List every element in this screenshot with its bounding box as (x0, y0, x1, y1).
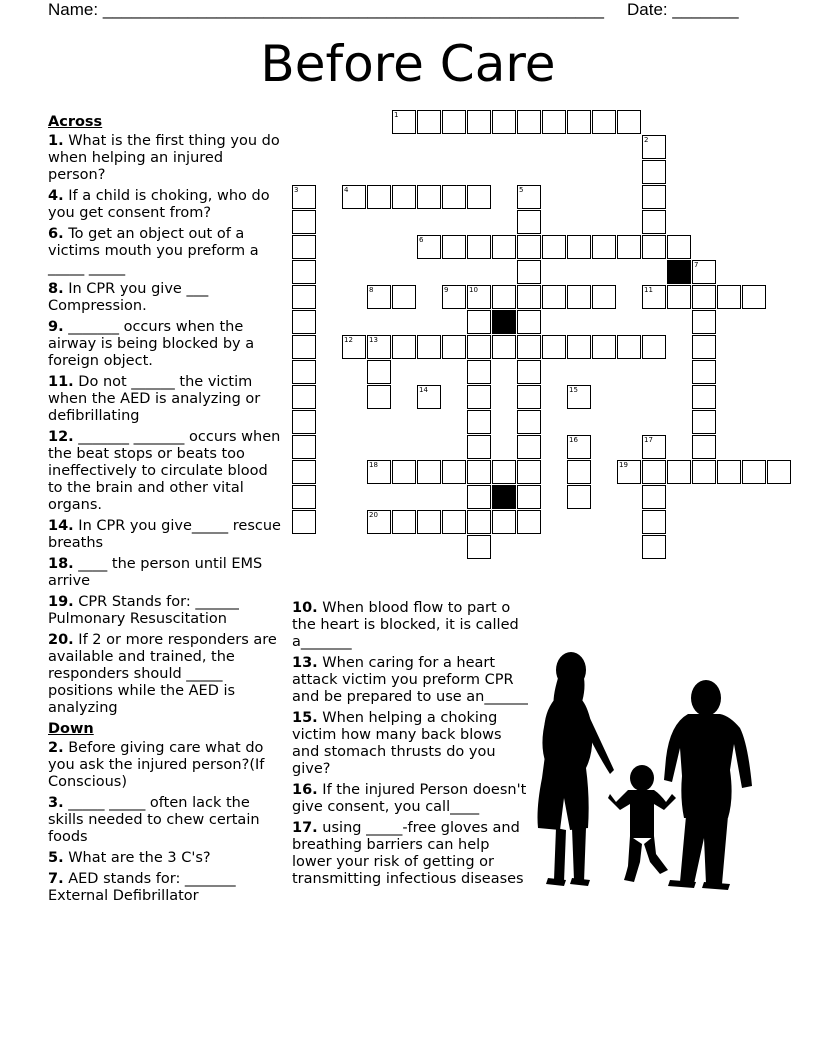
grid-cell[interactable] (292, 460, 316, 484)
down-clue (292, 820, 528, 888)
grid-cell[interactable] (442, 110, 466, 134)
grid-cell[interactable] (392, 185, 416, 209)
grid-number: 1 (394, 111, 399, 119)
grid-cell[interactable] (392, 460, 416, 484)
clue-number: 9. (48, 319, 64, 335)
grid-number: 20 (369, 511, 378, 519)
grid-cell[interactable] (492, 460, 516, 484)
grid-cell[interactable] (517, 210, 541, 234)
clue-number: 7. (48, 871, 64, 887)
grid-block (492, 310, 516, 334)
grid-cell[interactable] (292, 310, 316, 334)
grid-cell[interactable] (292, 435, 316, 459)
grid-cell[interactable] (567, 285, 591, 309)
grid-cell[interactable] (467, 460, 491, 484)
clues-right (292, 600, 528, 892)
clue-text: What are the 3 C's? (68, 850, 211, 866)
page-title: Before Care (260, 35, 556, 93)
grid-cell[interactable] (517, 435, 541, 459)
grid-cell[interactable] (517, 460, 541, 484)
grid-cell[interactable] (517, 260, 541, 284)
grid-cell[interactable] (717, 460, 741, 484)
grid-cell[interactable] (492, 335, 516, 359)
family-silhouette-image (530, 648, 770, 893)
grid-cell[interactable] (692, 285, 716, 309)
date-label: Date: (627, 0, 668, 19)
grid-number: 10 (469, 286, 478, 294)
grid-cell[interactable] (292, 485, 316, 509)
grid-number: 19 (619, 461, 628, 469)
clue-number: 18. (48, 556, 74, 572)
grid-cell[interactable] (567, 460, 591, 484)
grid-cell[interactable] (717, 285, 741, 309)
clue-text: If a child is choking, who do you get consent from? (48, 188, 270, 221)
grid-cell[interactable] (417, 385, 441, 409)
clue-text: Before giving care what do you ask the injured person?(If Conscious) (48, 740, 265, 790)
clue-number: 16. (292, 782, 318, 798)
grid-cell[interactable] (567, 235, 591, 259)
grid-cell[interactable] (492, 510, 516, 534)
grid-number: 9 (444, 286, 449, 294)
grid-number: 14 (419, 386, 428, 394)
grid-cell[interactable] (567, 385, 591, 409)
across-clue (48, 281, 284, 315)
grid-cell[interactable] (692, 260, 716, 284)
grid-cell[interactable] (517, 310, 541, 334)
grid-cell[interactable] (642, 210, 666, 234)
grid-cell[interactable] (417, 510, 441, 534)
clue-text: AED stands for: _______ External Defibrillator (48, 871, 236, 904)
across-clue (48, 556, 284, 590)
clue-text: CPR Stands for: ______ Pulmonary Resuscitation (48, 594, 239, 627)
grid-cell[interactable] (292, 360, 316, 384)
grid-cell[interactable] (567, 435, 591, 459)
grid-cell[interactable] (392, 110, 416, 134)
grid-cell[interactable] (467, 510, 491, 534)
down-clue (292, 710, 528, 778)
grid-cell[interactable] (742, 285, 766, 309)
grid-cell[interactable] (467, 235, 491, 259)
grid-number: 15 (569, 386, 578, 394)
clue-text: If 2 or more responders are available and trained, the responders should _____ positions while the AED is analyzing (48, 632, 277, 716)
grid-cell[interactable] (467, 535, 491, 559)
grid-cell[interactable] (367, 360, 391, 384)
down-clue (292, 782, 528, 816)
grid-cell[interactable] (417, 110, 441, 134)
grid-cell[interactable] (592, 335, 616, 359)
grid-cell[interactable] (692, 335, 716, 359)
clue-number: 1. (48, 133, 64, 149)
grid-cell[interactable] (467, 285, 491, 309)
grid-cell[interactable] (517, 110, 541, 134)
down-list-right (292, 600, 528, 888)
grid-number: 6 (419, 236, 424, 244)
across-clue (48, 226, 284, 277)
grid-cell[interactable] (517, 185, 541, 209)
grid-number: 5 (519, 186, 524, 194)
grid-cell[interactable] (642, 335, 666, 359)
grid-cell[interactable] (517, 335, 541, 359)
grid-cell[interactable] (542, 285, 566, 309)
clue-number: 20. (48, 632, 74, 648)
grid-number: 4 (344, 186, 349, 194)
grid-number: 17 (644, 436, 653, 444)
clue-number: 11. (48, 374, 74, 390)
clue-number: 12. (48, 429, 74, 445)
date-blank[interactable]: _______ (672, 0, 739, 19)
name-label: Name: (48, 0, 99, 19)
clue-number: 13. (292, 655, 318, 671)
grid-cell[interactable] (467, 310, 491, 334)
across-clue (48, 319, 284, 370)
grid-cell[interactable] (567, 485, 591, 509)
grid-cell[interactable] (692, 310, 716, 334)
grid-cell[interactable] (492, 285, 516, 309)
clue-text: _____ _____ often lack the skills needed to chew certain foods (48, 795, 260, 845)
clue-number: 6. (48, 226, 64, 242)
grid-cell[interactable] (467, 435, 491, 459)
grid-cell[interactable] (467, 410, 491, 434)
grid-cell[interactable] (342, 185, 366, 209)
clue-text: ____ the person until EMS arrive (48, 556, 263, 589)
grid-cell[interactable] (692, 435, 716, 459)
clue-number: 8. (48, 281, 64, 297)
grid-cell[interactable] (542, 235, 566, 259)
down-clue (48, 795, 284, 846)
grid-cell[interactable] (467, 360, 491, 384)
grid-cell[interactable] (692, 385, 716, 409)
grid-cell[interactable] (592, 285, 616, 309)
grid-cell[interactable] (392, 285, 416, 309)
grid-cell[interactable] (467, 110, 491, 134)
grid-cell[interactable] (292, 210, 316, 234)
grid-cell[interactable] (592, 110, 616, 134)
grid-cell[interactable] (517, 485, 541, 509)
grid-cell[interactable] (392, 335, 416, 359)
grid-cell[interactable] (642, 535, 666, 559)
grid-cell[interactable] (667, 235, 691, 259)
clue-text: What is the first thing you do when helping an injured person? (48, 133, 280, 183)
grid-cell[interactable] (517, 510, 541, 534)
grid-cell[interactable] (367, 385, 391, 409)
grid-cell[interactable] (667, 460, 691, 484)
down-heading: Down (48, 721, 94, 737)
grid-cell[interactable] (517, 410, 541, 434)
clue-number: 3. (48, 795, 64, 811)
grid-cell[interactable] (292, 410, 316, 434)
grid-cell[interactable] (367, 510, 391, 534)
clue-number: 15. (292, 710, 318, 726)
grid-cell[interactable] (567, 335, 591, 359)
grid-cell[interactable] (617, 335, 641, 359)
grid-cell[interactable] (367, 285, 391, 309)
grid-cell[interactable] (742, 460, 766, 484)
grid-cell[interactable] (692, 360, 716, 384)
grid-cell[interactable] (442, 285, 466, 309)
grid-cell[interactable] (642, 235, 666, 259)
grid-cell[interactable] (442, 235, 466, 259)
grid-cell[interactable] (642, 135, 666, 159)
down-clue (48, 850, 284, 867)
across-clue (48, 188, 284, 222)
grid-cell[interactable] (367, 185, 391, 209)
grid-cell[interactable] (442, 185, 466, 209)
grid-cell[interactable] (642, 435, 666, 459)
name-blank[interactable]: _____________________________________________________ (102, 0, 604, 19)
clue-number: 19. (48, 594, 74, 610)
across-heading: Across (48, 114, 103, 130)
grid-cell[interactable] (492, 110, 516, 134)
grid-cell[interactable] (292, 335, 316, 359)
grid-cell[interactable] (767, 460, 791, 484)
grid-number: 8 (369, 286, 374, 294)
grid-number: 13 (369, 336, 378, 344)
grid-cell[interactable] (567, 110, 591, 134)
clue-text: If the injured Person doesn't give consent, you call____ (292, 782, 527, 815)
clue-text: In CPR you give ___ Compression. (48, 281, 209, 314)
grid-cell[interactable] (392, 510, 416, 534)
grid-number: 11 (644, 286, 653, 294)
grid-cell[interactable] (542, 335, 566, 359)
clue-text: When caring for a heart attack victim you preform CPR and be prepared to use an______ (292, 655, 528, 705)
grid-cell[interactable] (467, 335, 491, 359)
across-clue (48, 594, 284, 628)
grid-cell[interactable] (417, 185, 441, 209)
grid-cell[interactable] (692, 460, 716, 484)
grid-number: 2 (644, 136, 649, 144)
grid-number: 16 (569, 436, 578, 444)
grid-cell[interactable] (642, 285, 666, 309)
grid-cell[interactable] (517, 285, 541, 309)
clue-text: Do not ______ the victim when the AED is analyzing or defibrillating (48, 374, 261, 424)
clue-number: 17. (292, 820, 318, 836)
grid-block (492, 485, 516, 509)
grid-cell[interactable] (417, 460, 441, 484)
clue-text: using _____-free gloves and breathing barriers can help lower your risk of getting or transmitting infectious diseases (292, 820, 524, 887)
grid-cell[interactable] (292, 285, 316, 309)
clue-text: _______ occurs when the airway is being blocked by a foreign object. (48, 319, 255, 369)
across-clue (48, 518, 284, 552)
clue-number: 10. (292, 600, 318, 616)
grid-cell[interactable] (642, 460, 666, 484)
clue-text: To get an object out of a victims mouth you preform a _____ _____ (48, 226, 259, 276)
grid-cell[interactable] (367, 335, 391, 359)
grid-cell[interactable] (517, 385, 541, 409)
grid-cell[interactable] (367, 460, 391, 484)
grid-cell[interactable] (292, 235, 316, 259)
grid-cell[interactable] (442, 510, 466, 534)
grid-cell[interactable] (492, 235, 516, 259)
grid-cell[interactable] (292, 185, 316, 209)
down-clue (292, 600, 528, 651)
grid-cell[interactable] (292, 385, 316, 409)
grid-cell[interactable] (617, 460, 641, 484)
grid-cell[interactable] (617, 110, 641, 134)
grid-cell[interactable] (417, 235, 441, 259)
down-clue (292, 655, 528, 706)
grid-cell[interactable] (542, 110, 566, 134)
grid-cell[interactable] (442, 460, 466, 484)
grid-cell[interactable] (642, 160, 666, 184)
grid-number: 12 (344, 336, 353, 344)
clue-text: When helping a choking victim how many back blows and stomach thrusts do you give? (292, 710, 502, 777)
grid-cell[interactable] (642, 485, 666, 509)
grid-block (667, 260, 691, 284)
grid-number: 7 (694, 261, 699, 269)
clue-text: In CPR you give_____ rescue breaths (48, 518, 281, 551)
grid-number: 3 (294, 186, 299, 194)
grid-cell[interactable] (342, 335, 366, 359)
clue-text: _______ _______ occurs when the beat stops or beats too ineffectively to circulate blood to the brain and other vital organs. (48, 429, 281, 513)
grid-cell[interactable] (642, 510, 666, 534)
grid-cell[interactable] (592, 235, 616, 259)
grid-cell[interactable] (642, 185, 666, 209)
grid-cell[interactable] (467, 385, 491, 409)
clue-text: When blood flow to part o the heart is blocked, it is called a_______ (292, 600, 519, 650)
clue-number: 4. (48, 188, 64, 204)
clue-number: 5. (48, 850, 64, 866)
grid-cell[interactable] (467, 185, 491, 209)
across-clue (48, 374, 284, 425)
grid-cell[interactable] (442, 335, 466, 359)
down-list-left (48, 740, 284, 905)
across-clue (48, 133, 284, 184)
across-clue (48, 429, 284, 514)
clue-number: 14. (48, 518, 74, 534)
grid-cell[interactable] (417, 335, 441, 359)
clue-number: 2. (48, 740, 64, 756)
across-clue (48, 632, 284, 717)
down-clue (48, 740, 284, 791)
grid-number: 18 (369, 461, 378, 469)
grid-cell[interactable] (692, 410, 716, 434)
grid-cell[interactable] (617, 235, 641, 259)
grid-cell[interactable] (292, 260, 316, 284)
clues-left (48, 114, 284, 909)
grid-cell[interactable] (467, 485, 491, 509)
grid-cell[interactable] (667, 285, 691, 309)
across-list (48, 133, 284, 717)
grid-cell[interactable] (292, 510, 316, 534)
down-clue (48, 871, 284, 905)
grid-cell[interactable] (517, 360, 541, 384)
grid-cell[interactable] (517, 235, 541, 259)
